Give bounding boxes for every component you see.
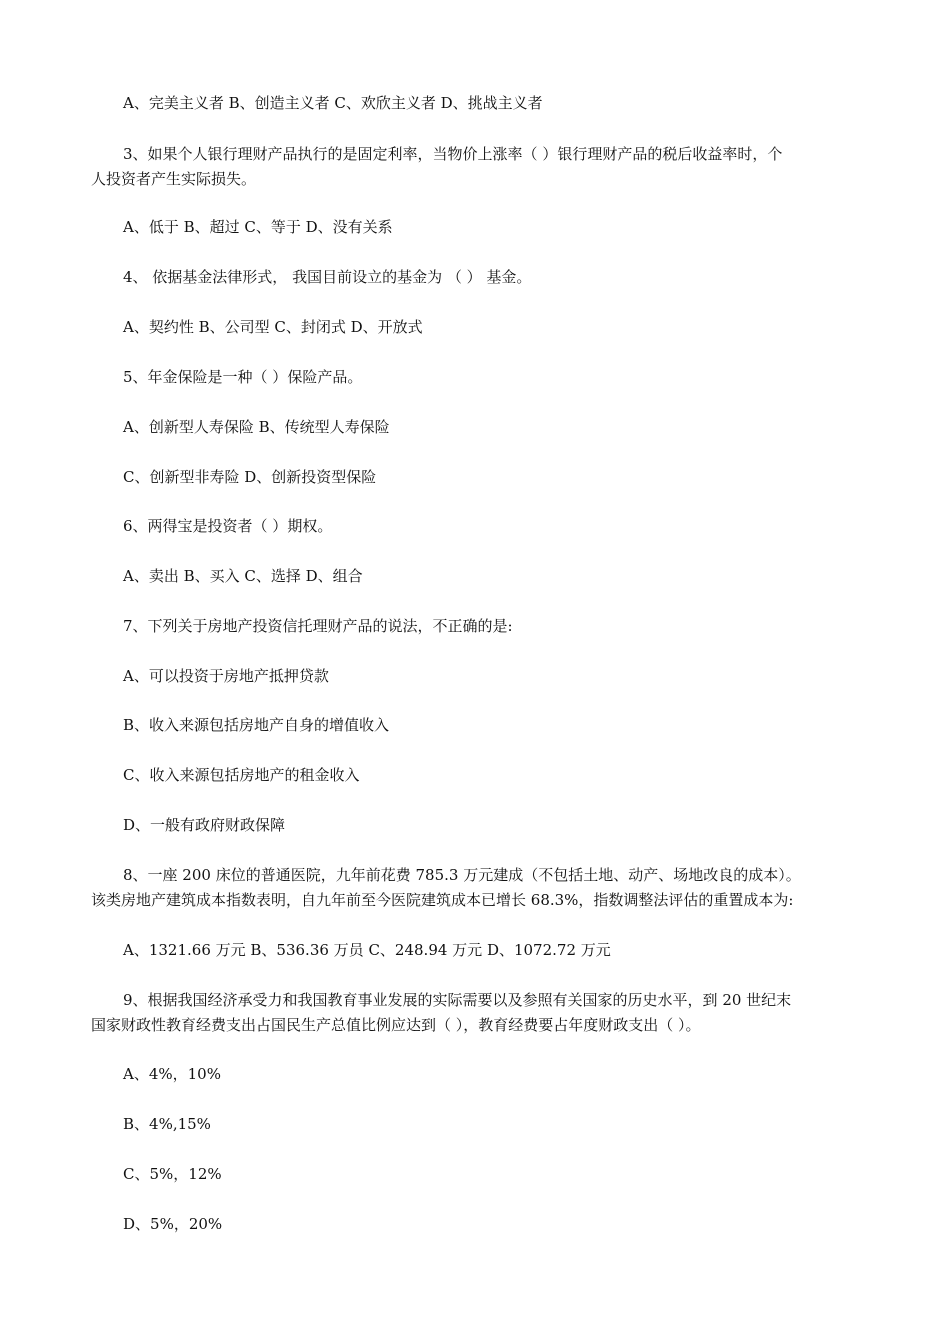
q9-option-a: A、4%，10% [123, 1065, 221, 1083]
q5-question: 5、年金保险是一种（ ）保险产品。 [123, 368, 363, 386]
q5-options-ab: A、创新型人寿保险 B、传统型人寿保险 [123, 418, 390, 436]
q6-options: A、卖出 B、买入 C、选择 D、组合 [123, 567, 363, 585]
q9-question-line2: 国家财政性教育经费支出占国民生产总值比例应达到（ ），教育经费要占年度财政支出（ ）。 [91, 1016, 701, 1034]
q6-question: 6、两得宝是投资者（ ）期权。 [123, 517, 333, 535]
q9-question-line1: 9、根据我国经济承受力和我国教育事业发展的实际需要以及参照有关国家的历史水平，到 20 世纪末 [123, 991, 792, 1009]
q9-option-b: B、4%,15% [123, 1115, 211, 1133]
q9-option-c: C、5%，12% [123, 1165, 222, 1183]
q4-options: A、契约性 B、公司型 C、封闭式 D、开放式 [123, 318, 423, 336]
q3-options: A、低于 B、超过 C、等于 D、没有关系 [123, 218, 393, 236]
q8-options: A、1321.66 万元 B、536.36 万员 C、248.94 万元 D、1072.72 万元 [123, 941, 611, 959]
q7-option-a: A、可以投资于房地产抵押贷款 [123, 667, 329, 685]
q3-question-line1: 3、如果个人银行理财产品执行的是固定利率，当物价上涨率（ ）银行理财产品的税后收益率时，个 [123, 145, 783, 163]
q7-option-b: B、收入来源包括房地产自身的增值收入 [123, 716, 390, 734]
q7-question: 7、下列关于房地产投资信托理财产品的说法，不正确的是: [123, 617, 513, 635]
q7-option-c: C、收入来源包括房地产的租金收入 [123, 766, 360, 784]
q2-options: A、完美主义者 B、创造主义者 C、欢欣主义者 D、挑战主义者 [123, 94, 543, 112]
q5-options-cd: C、创新型非寿险 D、创新投资型保险 [123, 468, 377, 486]
q8-question-line2: 该类房地产建筑成本指数表明，自九年前至今医院建筑成本已增长 68.3%，指数调整法评估的重置成本为: [91, 891, 794, 909]
q8-question-line1: 8、一座 200 床位的普通医院，九年前花费 785.3 万元建成（不包括土地、动产、场地改良的成本）。 [123, 866, 801, 884]
q9-option-d: D、5%，20% [123, 1215, 223, 1233]
q3-question-line2: 人投资者产生实际损失。 [91, 170, 257, 188]
q4-question: 4、 依据基金法律形式， 我国目前设立的基金为 （ ） 基金。 [123, 268, 532, 286]
q7-option-d: D、一般有政府财政保障 [123, 816, 286, 834]
